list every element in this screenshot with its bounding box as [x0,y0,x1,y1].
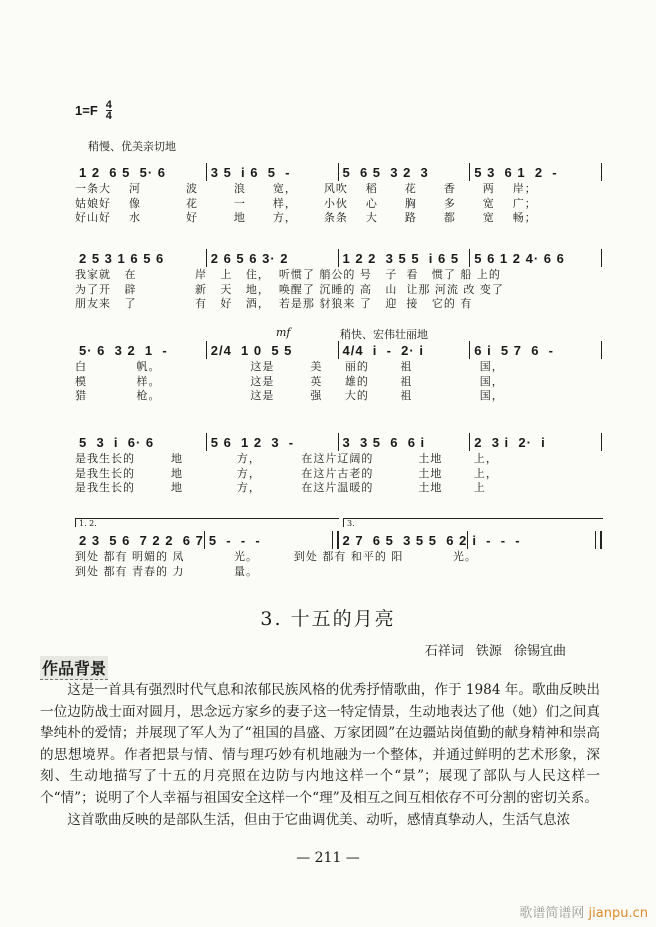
bar-line [601,341,602,359]
measure: 5 3 i 6· 6 [79,434,155,450]
time-signature [106,100,112,121]
score-system [75,248,602,312]
notes-row [75,432,602,452]
paragraph: 这首歌曲反映的是部队生活，但由于它曲调优美、动听，感情真挚动人，生活气息浓 [67,811,571,828]
page-number: — 211 — [296,850,360,866]
lyric-line: 是我生长的 地 方， 在这片温暖的 土地 上 [75,481,486,494]
measure: 3 3 5 6 6 i [342,434,426,450]
bar-line [601,163,602,181]
measure: 2 7 6 5 3 5 5 6 2 [342,532,468,548]
measure: 2/4 1 0 5 5 [210,342,293,358]
notes-row [75,248,602,268]
measure: 5 6 5 3 2 3 [342,164,429,180]
bar-line [601,433,602,451]
measure: 2 3 i 2· i [474,434,546,450]
lyric-line: 是我生长的 地 方， 在这片辽阔的 土地 上， [75,452,498,465]
volta-1: 1. 2. [75,518,339,527]
measure: 2 5 3 1 6 5 6 [79,250,165,266]
lyric-line: 模 样。 这是 英 雄的 祖 国， [75,374,504,388]
tempo-marking-2: 稍快、宏伟壮丽地 [340,328,428,341]
measure: 4/4 i - 2· i [342,342,424,358]
lyric-line: 姑娘好 像 花 一 样， 小伙 心 胸 多 宽 广； [75,196,537,210]
song-credits: 石祥词 铁源 徐锡宜曲 [424,644,566,659]
score-system [75,162,602,226]
lyric-line: 为了开 辟 新 天 地， 唤醒了 沉睡的 高 山 让那 河流 改 变了 [75,282,504,296]
measure: 1 2 2 3 5 5 i 6 5 [342,250,460,266]
bar-line [332,531,339,549]
measure: 5 3 6 1 2 - [474,164,558,180]
notes-row [75,162,602,182]
watermark-cn: 歌谱简谱网 [519,906,585,921]
tempo-marking: 稍慢、优美亲切地 [88,140,176,153]
notes-row [75,340,602,360]
song-title: 3. 十五的月亮 [260,608,396,630]
measure: 5 6 1 2 4· 6 6 [474,250,565,266]
score-system [75,340,602,404]
paragraph: 这是一首具有强烈时代气息和浓郁民族风格的优秀抒情歌曲，作于 1984 年。歌曲反映出一位边防战士面对圆月，思念远方家乡的妻子这一特定情景，生动地表达了他（她）们之间真挚纯朴的爱情；并展现了军人为了“祖国的昌盛、万家团圆”在边疆站岗值勤的献身精神和崇高的思想境界。作者把景与情、情与理巧妙有机地融为一个整体，并通过鲜明的艺术形象，深刻、生动地描写了十五的月亮照在边防与内地这样一个“景”；展现了部队与人民这样一个“情”；说明了个人幸福与祖国安全这样一个“理”及相互之间互相依存不可分割的密切关系。 [40,682,600,806]
background-text [40,680,600,831]
lyric-line: 到处 都有 明媚的 凤 光。 到处 都有 和平的 阳 光。 [75,550,477,563]
lyric-line: 白 帆。 这是 美 丽的 祖 国， [75,360,504,373]
time-top: 4 [105,99,112,111]
measure: 1 2 6 5 5· 6 [79,164,166,180]
measure: 5 - - - [208,532,261,548]
lyric-line: 我家就 在 岸 上 住， 听惯了 艄公的 号 子 看 惯了 船 上的 [75,268,501,281]
bar-line [595,531,602,549]
measure: 3 5 i 6 5 - [210,164,291,180]
watermark-en: jianpu.cn [588,906,648,921]
score-system [75,432,602,496]
lyric-line: 猎 枪。 这是 强 大的 祖 国， [75,389,504,402]
measure: 5· 6 3 2 1 - [79,342,168,358]
bar-line [601,249,602,267]
key-signature [75,100,112,121]
time-bottom: 4 [105,110,112,122]
lyric-line: 到处 都有 青春的 力 量。 [75,564,258,578]
dynamic-marking: mf [276,326,291,339]
measure: 2 3 5 6 7 2 2 6 7 [79,532,204,548]
measure: 6 i 5 7 6 - [474,342,555,358]
key-label: 1=F [75,103,98,118]
watermark [519,902,648,921]
lyric-line: 朋友来 了 有 好 酒， 若是那 豺狼来 了 迎 接 它的 有 [75,297,473,310]
measure: i - - - [472,532,521,548]
notes-row [75,530,602,550]
lyric-line: 是我生长的 地 方， 在这片古老的 土地 上， [75,466,498,480]
lyric-line: 一条大 河 波 浪 宽， 风吹 稻 花 香 两 岸； [75,182,537,195]
lyric-line: 好山好 水 好 地 方， 条条 大 路 都 宽 畅； [75,211,537,224]
measure: 2 6 5 6 3· 2 [210,250,289,266]
score-system [75,519,602,579]
volta-2: 3. [343,518,603,527]
measure: 5 6 1 2 3 - [210,434,295,450]
section-heading: 作品背景 [40,656,108,680]
